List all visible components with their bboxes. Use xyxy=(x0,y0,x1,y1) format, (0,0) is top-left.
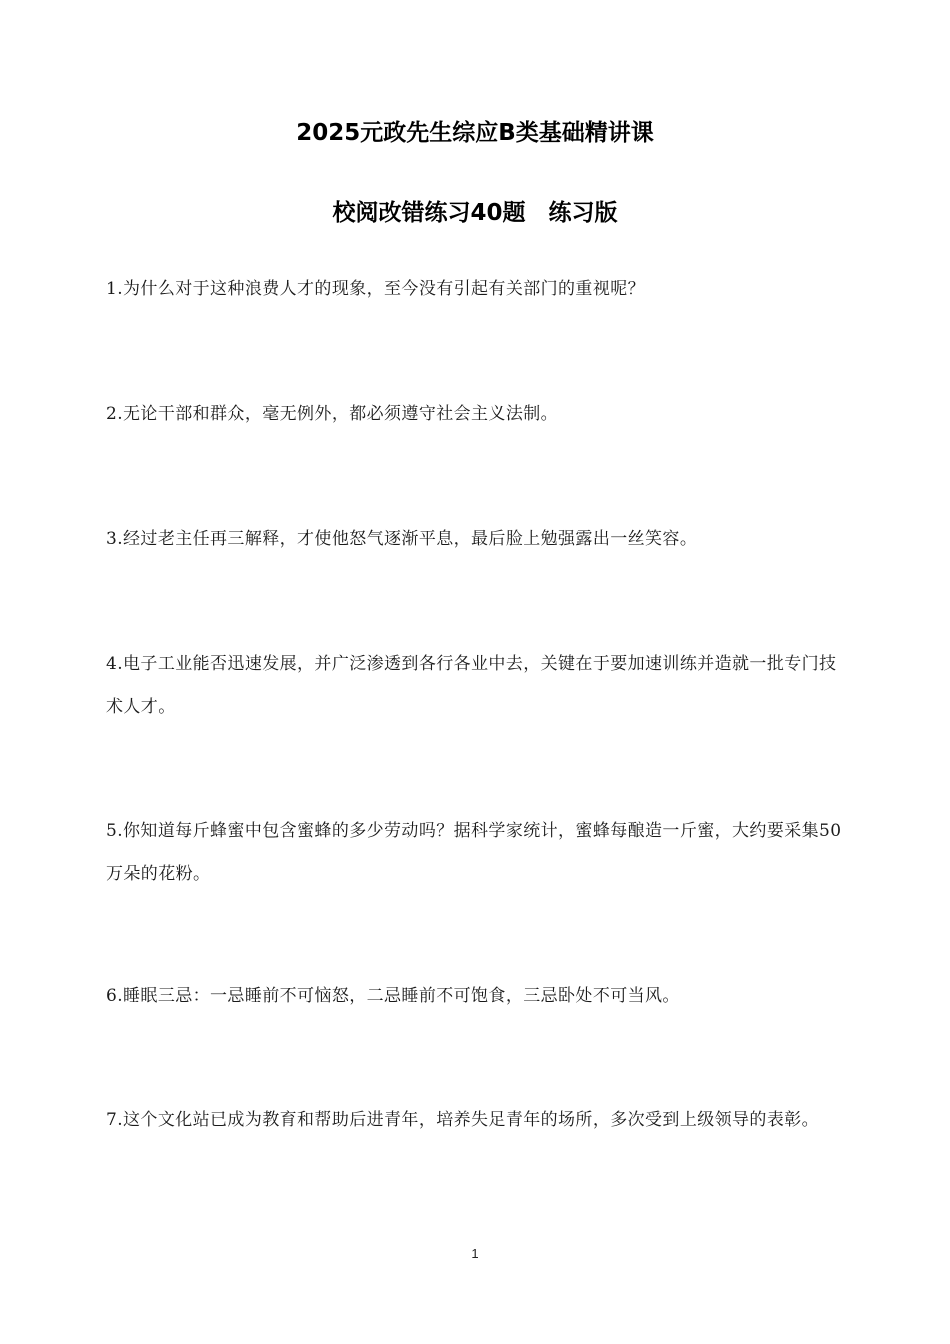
question-1: 1.为什么对于这种浪费人才的现象，至今没有引起有关部门的重视呢？ xyxy=(106,279,646,299)
document-subtitle: 校阅改错练习40题 练习版 xyxy=(332,200,618,226)
question-5: 5.你知道每斤蜂蜜中包含蜜蜂的多少劳动吗？据科学家统计，蜜蜂每酿造一斤蜜，大约要采集50万朵的花粉。 xyxy=(106,821,842,884)
document-title: 2025元政先生综应B类基础精讲课 xyxy=(296,120,654,146)
page-number: 1 xyxy=(471,1246,479,1261)
question-6: 6.睡眠三忌：一忌睡前不可恼怒，二忌睡前不可饱食，三忌卧处不可当风。 xyxy=(106,986,680,1006)
question-7: 7.这个文化站已成为教育和帮助后进青年，培养失足青年的场所，多次受到上级领导的表彰。 xyxy=(106,1110,820,1130)
question-2: 2.无论干部和群众，毫无例外，都必须遵守社会主义法制。 xyxy=(106,404,559,424)
question-4: 4.电子工业能否迅速发展，并广泛渗透到各行各业中去，关键在于要加速训练并造就一批专门技术人才。 xyxy=(106,654,837,717)
question-3: 3.经过老主任再三解释，才使他怒气逐渐平息，最后脸上勉强露出一丝笑容。 xyxy=(106,529,698,549)
